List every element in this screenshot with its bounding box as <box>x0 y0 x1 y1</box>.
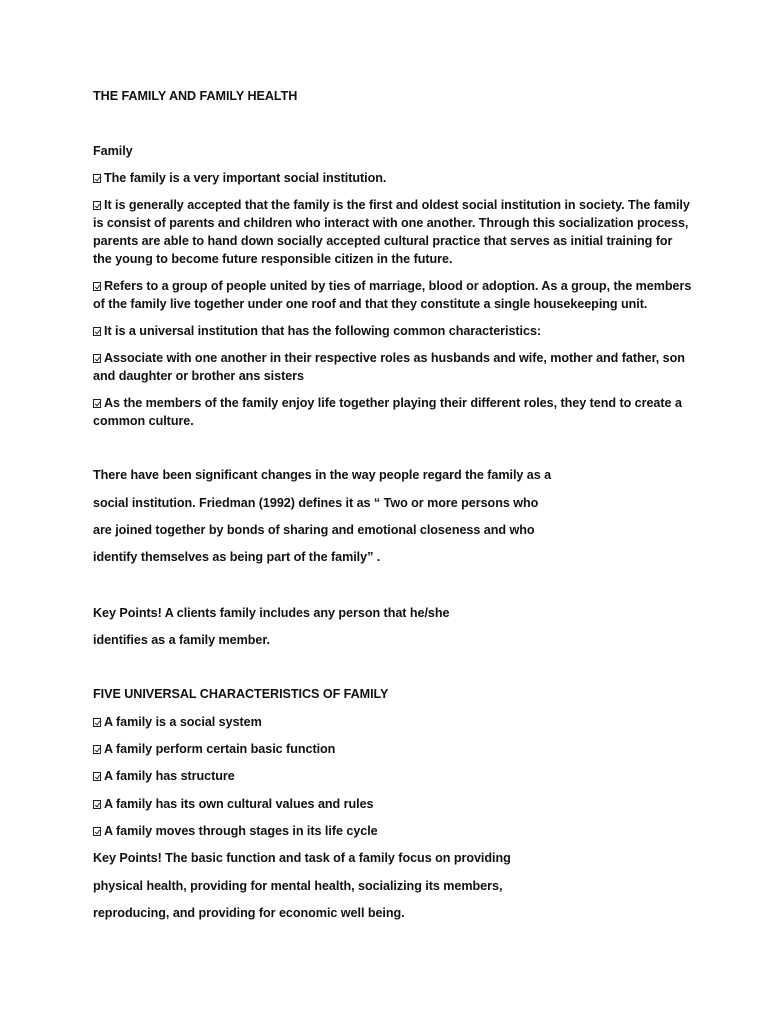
checkbox-bullet-icon <box>93 201 101 210</box>
key-points-line: identifies as a family member. <box>93 633 270 647</box>
text-line: the young to become future responsible citizen in the future. <box>93 252 453 266</box>
text-line: There have been significant changes in the way people regard the family as a <box>93 468 552 482</box>
section-heading-family: Family <box>93 144 133 158</box>
text-line: social institution. Friedman (1992) defines it as “ Two or more persons who <box>93 496 539 510</box>
bullet-line: It is a universal institution that has the following common characteristics: <box>93 322 541 340</box>
checkbox-bullet-icon <box>93 745 101 754</box>
checkbox-bullet-icon <box>93 174 101 183</box>
checkbox-bullet-icon <box>93 282 101 291</box>
checkbox-bullet-icon <box>93 399 101 408</box>
key-points-line: physical health, providing for mental health, socializing its members, <box>93 879 503 893</box>
key-points-line: reproducing, and providing for economic well being. <box>93 906 405 920</box>
characteristic-item: A family is a social system <box>93 713 262 731</box>
checkbox-bullet-icon <box>93 718 101 727</box>
characteristic-item: A family has structure <box>93 767 235 785</box>
text-line: and daughter or brother ans sisters <box>93 369 304 383</box>
bullet-line: Associate with one another in their respective roles as husbands and wife, mother and father, son <box>93 349 685 367</box>
text-line: is consist of parents and children who interact with one another. Through this socialization process, <box>93 216 689 230</box>
text-line: identify themselves as being part of the family” . <box>93 550 381 564</box>
bullet-line: The family is a very important social institution. <box>93 169 386 187</box>
characteristic-item: A family moves through stages in its life cycle <box>93 822 378 840</box>
bullet-line: Refers to a group of people united by ties of marriage, blood or adoption. As a group, the members <box>93 277 691 295</box>
text-line: parents are able to hand down socially accepted cultural practice that serves as initial training for <box>93 234 673 248</box>
text-line: are joined together by bonds of sharing and emotional closeness and who <box>93 523 535 537</box>
text-line: common culture. <box>93 414 194 428</box>
characteristic-item: A family has its own cultural values and rules <box>93 795 373 813</box>
bullet-line: As the members of the family enjoy life together playing their different roles, they tend to create a <box>93 394 682 412</box>
text-line: of the family live together under one roof and that they constitute a single housekeeping unit. <box>93 297 648 311</box>
key-points-line: Key Points! The basic function and task of a family focus on providing <box>93 851 511 865</box>
checkbox-bullet-icon <box>93 772 101 781</box>
checkbox-bullet-icon <box>93 800 101 809</box>
checkbox-bullet-icon <box>93 827 101 836</box>
characteristics-heading: FIVE UNIVERSAL CHARACTERISTICS OF FAMILY <box>93 687 389 701</box>
key-points-line: Key Points! A clients family includes any person that he/she <box>93 606 450 620</box>
bullet-line: It is generally accepted that the family is the first and oldest social institution in society. The family <box>93 196 690 214</box>
characteristic-item: A family perform certain basic function <box>93 740 335 758</box>
document-title: THE FAMILY AND FAMILY HEALTH <box>93 89 298 103</box>
checkbox-bullet-icon <box>93 354 101 363</box>
checkbox-bullet-icon <box>93 327 101 336</box>
